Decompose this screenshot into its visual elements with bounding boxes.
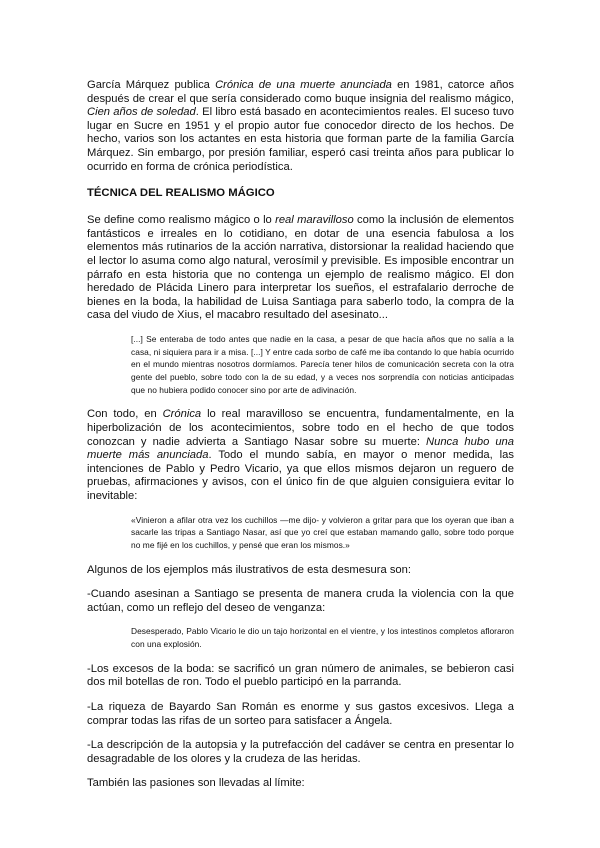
quoted-phrase: Nunca hubo una muerte más anunciada (87, 435, 515, 462)
intro-paragraph (87, 79, 514, 174)
passions-intro: También las pasiones son llevadas al límite: (87, 777, 305, 790)
book-title-cronica: Crónica de una muerte anunciada (215, 79, 392, 91)
book-title-short: Crónica (162, 408, 202, 421)
block-quote-cuchillos: «Vinieron a afilar otra vez los cuchillos —me dijo- y volvieron a gritar para que los oyeran que iban a sacarle las tripas a Santiago Nasar, así que yo creí que estaban mamando gallo, sobre todo porque no me fijé en los cuchillos, y pensé que eran los mismos.» (131, 514, 514, 550)
block-quote-vientre: Desesperado, Pablo Vicario le dio un tajo horizontal en el vientre, y los intestinos completos afloraron con una explosión. (131, 626, 514, 650)
example-wedding: -Los excesos de la boda: se sacrificó un gran número de animales, se bebieron casi dos mil botellas de ron. Todo el pueblo participó en la parranda. (87, 662, 514, 689)
intro-text-c: . El libro está basado en acontecimientos reales. El suceso tuvo lugar en Sucre en 1951 y el propio autor fue conocedor directo de los hechos. De hecho, varios son los actantes en esta historia que forman parte de la familia García Márquez. Sin embargo, por presión familiar, esperó casi treinta años para publicar lo ocurrido en forma de crónica periodística. (87, 106, 514, 173)
intro-text-b: en 1981, catorce años después de crear el que sería considerado como buque insignia del realismo mágico, (87, 79, 514, 105)
block-quote-luisa: [...] Se enteraba de todo antes que nadie en la casa, a pesar de que hacía años que no salía a la casa, ni siquiera para ir a misa. [...] Y entre cada sorbo de café me iba contando lo que había ocurrido en el mundo mientras nosotros dormíamos. Parecía tener hilos de comunicación secreta con la otra gente del pueblo, sobre todo con la de su edad, y a veces nos sorprendía con noticias anticipadas que no hubiera podido conocer sino por arte de adivinación. (131, 333, 514, 395)
hyperbole-text-b: lo real maravilloso se encuentra, fundamentalmente, en la hiperbolización de los acontecimientos, sobre todo en el hecho de que todos conozcan y nadie advierta a Santiago Nasar sobre su muerte: (87, 408, 514, 448)
book-title-cien-anos: Cien años de soledad (87, 106, 196, 119)
hyperbole-paragraph (87, 408, 514, 503)
term-real-maravilloso: real maravilloso (275, 214, 354, 227)
section-heading: TÉCNICA DEL REALISMO MÁGICO (87, 187, 275, 200)
definition-text-a: Se define como realismo mágico o lo (87, 214, 276, 227)
example-violence: -Cuando asesinan a Santiago se presenta de manera cruda la violencia con la que actúan, como un reflejo del deseo de venganza: (87, 588, 514, 614)
intro-text-a: García Márquez publica (87, 79, 216, 91)
example-autopsy: -La descripción de la autopsia y la putrefacción del cadáver se centra en presentar lo desagradable de los olores y la crudeza de las heridas. (87, 739, 514, 765)
examples-intro: Algunos de los ejemplos más ilustrativos de esta desmesura son: (87, 563, 411, 576)
definition-text-b: como la inclusión de elementos fantásticos e irreales en lo cotidiano, en dotar de una esencia fabulosa a los elementos más rutinarios de la acción narrativa, distorsionar la realidad haciendo que el lector lo asuma como algo natural, verosímil y previsible. Es imposible encontrar un párrafo en esta historia que no contenga un ejemplo de realismo mágico. El don heredado de Plácida Linero para interpretar los sueños, el estrafalario derroche de bienes en la boda, la habilidad de Luisa Santiaga para saberlo todo, la compra de la casa del viudo de Xius, el macabro resultado del asesinato... (87, 214, 514, 322)
definition-paragraph (87, 214, 514, 323)
hyperbole-text-a: Con todo, en (87, 408, 163, 421)
hyperbole-text-c: . Todo el mundo sabía, en mayor o menor medida, las intenciones de Pablo y Pedro Vicario, ya que ellos mismos dejaron un reguero de pruebas, afirmaciones y avisos, con el único fin de que alguien consiguiera evitar lo inevitable: (87, 449, 514, 502)
example-wealth: -La riqueza de Bayardo San Román es enorme y sus gastos excesivos. Llega a comprar todas las rifas de un sorteo para satisfacer a Ángela. (87, 701, 514, 727)
